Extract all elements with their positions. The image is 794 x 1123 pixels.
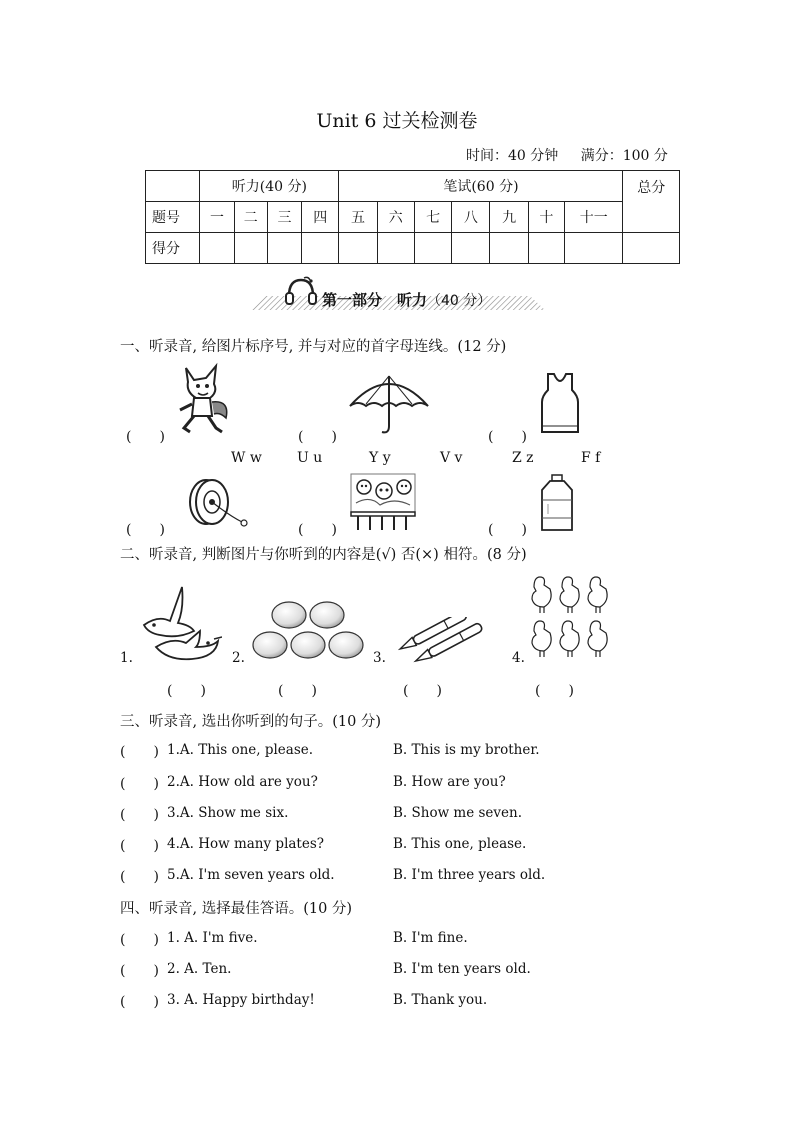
question-number: 七 xyxy=(414,202,451,233)
question-number: 一 xyxy=(200,202,234,233)
question-number: 八 xyxy=(452,202,490,233)
question-number: 六 xyxy=(377,202,414,233)
answer-paren[interactable]: ( ) xyxy=(120,807,159,823)
score-cell[interactable] xyxy=(490,233,528,264)
answer-paren[interactable]: ( ) xyxy=(488,429,527,445)
table-corner-cell xyxy=(146,171,200,202)
zoo-picture xyxy=(350,473,416,531)
question-number: 十 xyxy=(528,202,564,233)
score-cell[interactable] xyxy=(200,233,234,264)
answer-paren[interactable]: ( ) xyxy=(120,776,159,792)
answer-paren[interactable]: ( ) xyxy=(126,522,165,538)
option-a: 3. A. Happy birthday! xyxy=(167,992,315,1008)
section4-heading: 四、听录音, 选择最佳答语。(10 分) xyxy=(120,901,353,917)
score-cell[interactable] xyxy=(452,233,490,264)
section1-heading: 一、听录音, 给图片标序号, 并与对应的首字母连线。(12 分) xyxy=(120,339,507,355)
answer-paren[interactable]: ( ) xyxy=(126,429,165,445)
letter-option[interactable]: Z z xyxy=(512,450,534,466)
score-cell[interactable] xyxy=(623,233,680,264)
pens-picture xyxy=(398,617,504,665)
row-label-number: 题号 xyxy=(146,202,200,233)
listening-header: 听力(40 分) xyxy=(200,171,339,202)
total-header: 总分 xyxy=(623,171,680,233)
part-title xyxy=(322,289,491,310)
answer-paren[interactable]: ( ) xyxy=(120,838,159,854)
option-a: 5.A. I'm seven years old. xyxy=(167,867,335,883)
answer-paren[interactable]: ( ) xyxy=(120,963,159,979)
water-bottle-picture xyxy=(540,474,574,532)
letter-option[interactable]: U u xyxy=(297,450,323,466)
question-number: 二 xyxy=(234,202,267,233)
answer-paren[interactable]: ( ) xyxy=(120,744,159,760)
score-cell[interactable] xyxy=(339,233,377,264)
part-label: 第一部分 听力 xyxy=(322,291,428,309)
fox-picture xyxy=(176,362,232,436)
part-score: （40 分） xyxy=(427,293,492,309)
letter-option[interactable]: V v xyxy=(440,450,463,466)
option-b: B. This one, please. xyxy=(393,836,527,852)
option-a: 1. A. I'm five. xyxy=(167,930,258,946)
score-table xyxy=(145,170,680,264)
writing-header: 笔试(60 分) xyxy=(339,171,623,202)
answer-paren[interactable]: ( ) xyxy=(120,994,159,1010)
answer-paren[interactable]: ( ) xyxy=(488,522,527,538)
answer-paren[interactable]: ( ) xyxy=(298,429,337,445)
answer-paren[interactable]: ( ) xyxy=(167,683,206,699)
item-number: 4. xyxy=(512,650,525,666)
option-b: B. Show me seven. xyxy=(393,805,523,821)
letter-option[interactable]: Y y xyxy=(369,450,391,466)
option-a: 2.A. How old are you? xyxy=(167,774,318,790)
option-b: B. Thank you. xyxy=(393,992,488,1008)
question-number: 三 xyxy=(267,202,301,233)
exam-meta xyxy=(466,145,668,165)
ducks-picture xyxy=(530,571,612,663)
answer-paren[interactable]: ( ) xyxy=(535,683,574,699)
score-cell[interactable] xyxy=(234,233,267,264)
question-number: 十一 xyxy=(564,202,623,233)
option-b: B. I'm ten years old. xyxy=(393,961,531,977)
umbrella-picture xyxy=(348,368,430,436)
score-cell[interactable] xyxy=(414,233,451,264)
section2-heading: 二、听录音, 判断图片与你听到的内容是(√) 否(×) 相符。(8 分) xyxy=(120,547,527,563)
question-number: 四 xyxy=(302,202,339,233)
option-a: 2. A. Ten. xyxy=(167,961,232,977)
vest-picture xyxy=(540,372,580,434)
answer-paren[interactable]: ( ) xyxy=(120,932,159,948)
option-a: 1.A. This one, please. xyxy=(167,742,314,758)
yoyo-picture xyxy=(182,476,248,530)
score-cell[interactable] xyxy=(564,233,623,264)
item-number: 3. xyxy=(373,650,386,666)
option-b: B. This is my brother. xyxy=(393,742,540,758)
score-cell[interactable] xyxy=(267,233,301,264)
question-number: 九 xyxy=(490,202,528,233)
answer-paren[interactable]: ( ) xyxy=(278,683,317,699)
time-limit: 时间：40 分钟 xyxy=(466,148,559,164)
headphone-icon xyxy=(284,276,318,308)
option-a: 3.A. Show me six. xyxy=(167,805,289,821)
answer-paren[interactable]: ( ) xyxy=(403,683,442,699)
answer-paren[interactable]: ( ) xyxy=(120,869,159,885)
option-b: B. I'm three years old. xyxy=(393,867,546,883)
section3-heading: 三、听录音, 选出你听到的句子。(10 分) xyxy=(120,714,382,730)
item-number: 2. xyxy=(232,650,245,666)
birds-picture xyxy=(138,585,222,663)
answer-paren[interactable]: ( ) xyxy=(298,522,337,538)
letter-option[interactable]: W w xyxy=(231,450,262,466)
option-a: 4.A. How many plates? xyxy=(167,836,325,852)
option-b: B. I'm fine. xyxy=(393,930,468,946)
eggs-picture xyxy=(250,600,366,662)
option-b: B. How are you? xyxy=(393,774,506,790)
score-cell[interactable] xyxy=(302,233,339,264)
item-number: 1. xyxy=(120,650,133,666)
page-title: Unit 6 过关检测卷 xyxy=(316,110,478,132)
full-score: 满分：100 分 xyxy=(580,148,668,164)
question-number: 五 xyxy=(339,202,377,233)
row-label-score: 得分 xyxy=(146,233,200,264)
score-cell[interactable] xyxy=(377,233,414,264)
letter-option[interactable]: F f xyxy=(581,450,601,466)
score-cell[interactable] xyxy=(528,233,564,264)
